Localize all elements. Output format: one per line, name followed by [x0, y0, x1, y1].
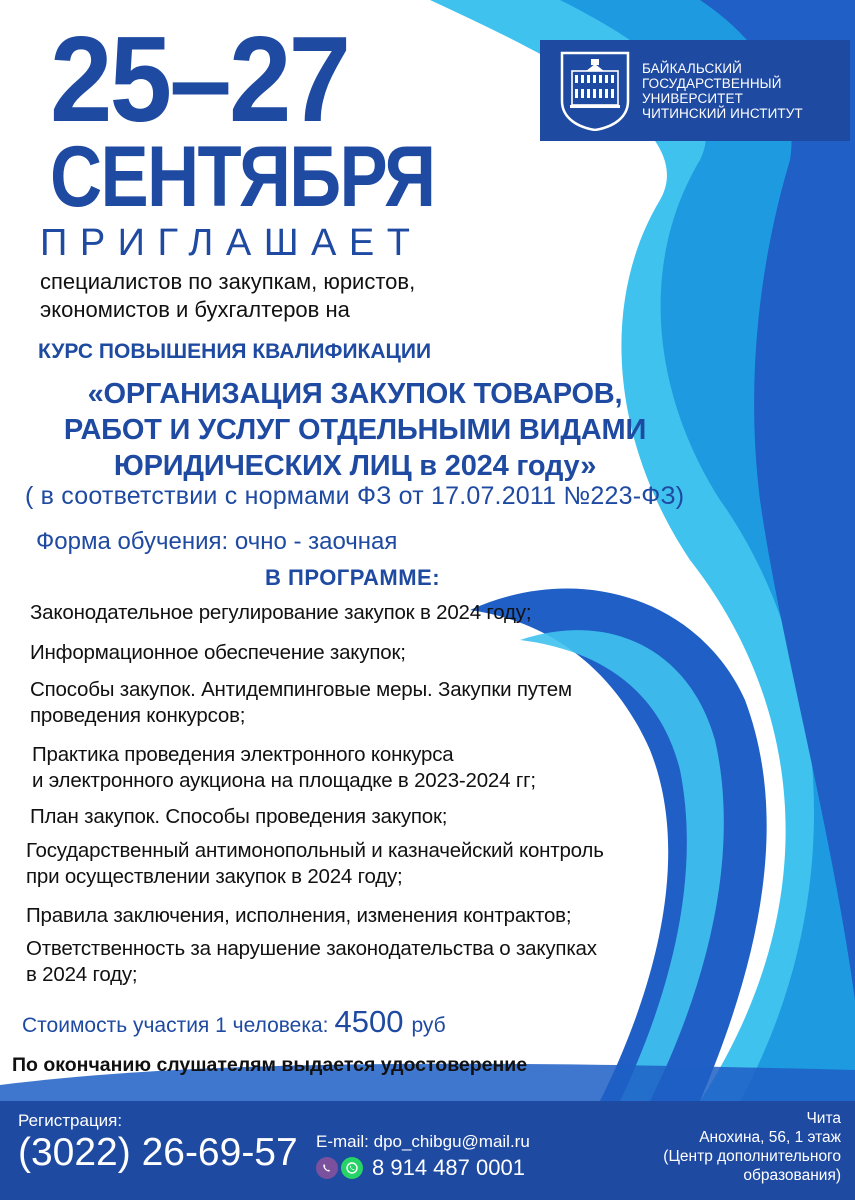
study-form: Форма обучения: очно - заочная [36, 528, 398, 555]
program-item-line: при осуществлении закупок в 2024 году; [26, 865, 403, 888]
program-item-line: Государственный антимонопольный и казначейский контроль [26, 839, 604, 862]
program-item [32, 742, 536, 794]
event-dates [50, 11, 508, 225]
viber-icon [316, 1157, 338, 1179]
address-line: Чита [806, 1110, 841, 1127]
course-title [10, 376, 700, 484]
address-line: образования) [743, 1167, 841, 1184]
audience-line: экономистов и бухгалтеров на [40, 297, 350, 322]
date-month: СЕНТЯБРЯ [50, 129, 435, 225]
program-item-line: Практика проведения электронного конкурса [32, 743, 454, 766]
invitation-heading: ПРИГЛАШАЕТ [40, 222, 423, 264]
mobile-contact [316, 1155, 525, 1181]
address-line: Анохина, 56, 1 этаж [699, 1129, 841, 1146]
cost-value: 4500 [334, 1004, 404, 1039]
invitation-audience [40, 268, 520, 324]
course-title-line: РАБОТ И УСЛУГ ОТДЕЛЬНЫМИ ВИДАМИ [63, 414, 647, 446]
course-kind: КУРС ПОВЫШЕНИЯ КВАЛИФИКАЦИИ [38, 340, 432, 363]
program-item-line: Правила заключения, исполнения, изменения контрактов; [26, 904, 572, 927]
address [663, 1109, 841, 1185]
participation-cost [22, 1004, 446, 1040]
audience-line: специалистов по закупкам, юристов, [40, 269, 416, 294]
contact-email[interactable]: E-mail: dpo_chibgu@mail.ru [316, 1132, 530, 1151]
program-item [30, 600, 531, 626]
program-heading: В ПРОГРАММЕ: [265, 565, 441, 590]
university-logo [540, 40, 850, 141]
program-item-line: Законодательное регулирование закупок в 2024 году; [30, 601, 532, 624]
program-item-line: и электронного аукциона на площадке в 2023-2024 гг; [32, 769, 536, 792]
program-item [30, 640, 406, 666]
university-name-line: ЧИТИНСКИЙ ИНСТИТУТ [642, 105, 803, 121]
mobile-phone[interactable]: 8 914 487 0001 [372, 1155, 525, 1180]
program-item-line: Информационное обеспечение закупок; [30, 641, 406, 664]
registration-label: Регистрация: [18, 1111, 123, 1130]
whatsapp-icon [341, 1157, 363, 1179]
program-item-line: Ответственность за нарушение законодательства о закупках [26, 937, 597, 960]
program-item [26, 838, 604, 890]
program-item-line: в 2024 году; [26, 963, 138, 986]
course-title-line: «ОРГАНИЗАЦИЯ ЗАКУПОК ТОВАРОВ, [87, 378, 623, 410]
university-name-line: УНИВЕРСИТЕТ [642, 90, 743, 106]
cost-unit: руб [411, 1014, 446, 1037]
university-name-line: ГОСУДАРСТВЕННЫЙ [642, 75, 782, 91]
program-item [30, 804, 447, 830]
course-title-line: ЮРИДИЧЕСКИХ ЛИЦ в 2024 году» [113, 450, 597, 482]
university-building-icon [558, 51, 632, 131]
date-range: 25–27 [50, 11, 349, 147]
certificate-note: По окончанию слушателям выдается удостоверение [12, 1054, 528, 1076]
contact-footer [0, 1101, 855, 1200]
cost-label: Стоимость участия 1 человека: [22, 1014, 329, 1037]
program-item-line: План закупок. Способы проведения закупок; [30, 805, 448, 828]
program-item-line: Способы закупок. Антидемпинговые меры. Закупки путем [30, 678, 572, 701]
program-item [26, 936, 597, 988]
law-reference: ( в соответствии с нормами ФЗ от 17.07.2011 №223-ФЗ) [25, 482, 685, 510]
program-item [26, 903, 571, 929]
program-item-line: проведения конкурсов; [30, 704, 246, 727]
university-name [642, 61, 803, 121]
registration-phone[interactable]: (3022) 26-69-57 [18, 1131, 298, 1174]
university-name-line: БАЙКАЛЬСКИЙ [642, 60, 742, 76]
address-line: (Центр дополнительного [663, 1148, 841, 1165]
program-item [30, 677, 572, 729]
